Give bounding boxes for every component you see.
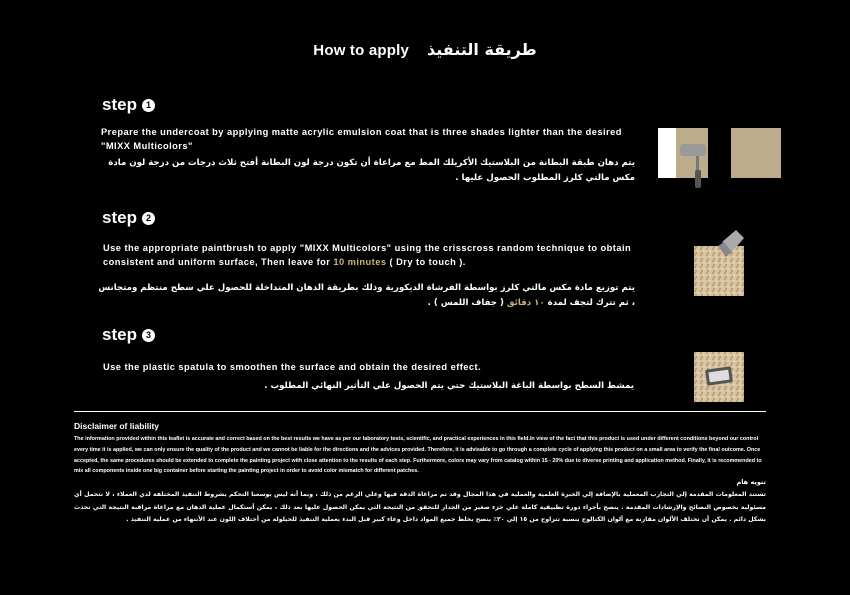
- roller-handle: [695, 170, 701, 188]
- disclaimer-ar-heading: تنويه هام: [736, 478, 766, 486]
- step-2-number: 2: [142, 212, 155, 225]
- title-en: How to apply: [313, 42, 410, 59]
- color-swatch: [731, 128, 781, 178]
- step-3-number: 3: [142, 329, 155, 342]
- step-1-heading: [102, 95, 155, 115]
- step-2-en-text: Use the appropriate paintbrush to apply "MIXX Multicolors" using the crisscross random technique to obtain consistent and uniform surface, Then leave for 10 minutes ( Dry to touch ).: [103, 243, 632, 267]
- disclaimer-en-text: The information provided within this leaflet is accurate and correct based on the best results we have as per our laboratory tests, scientific, and practical experiences in this field.In view of the fact that this product is used under different conditions beyond our control every time it is applied, we can only ensure the quality of the product and we cannot be liable for the directions and the advices provided. Therefore, it is advisable to go through a complete cycle of applying this product on a small area to verify the final outcome. Once accepted, the same procedures should be extended to complete the painting project with close attention to the results of each step. Furthermore, colors may vary from catalog within 15 - 20% due to diverse printing and application method. Finally, it is recommended to mix all components inside one big container before starting the painting project in order to avoid color mismatch for different patches.: [74, 436, 762, 475]
- roller-stem: [696, 156, 699, 170]
- disclaimer-ar-text: تستند المعلومات المقدمة إلي التجارب المعملية بالإضافة إلي الخبرة العلمية والعملية في هذا المجال وقد تم مراعاة الدقة فيها وعلي الرغم من ذلك ، وبما أنه ليس بوسعنا التحكم بشروط التنفيذ المختلفة لدي العملاء ، لا نتحمل أي مسئولية بخصوص النصائح والإرشادات المقدمة . ينصح بأجراء دورة تطبيقية كاملة علي جزء صغير من الجدار للتحقق من النتيجة التي يمكن الحصول عليها بعد ذلك ، يمكن أستكمال عملية الدهان مع مراعاة مراقبة النتيجة التي تحدث بشكل دائم . يمكن أن تختلف الألوان مقارنة مع ألوان الكتالوج بنسبة تتراوح من ١٥ إلي ٢٠٪ ينصح بخلط جميع المواد داخل وعاء كبير قبل البدء بعملية التنفيذ للحيلولة من أختلاف اللون عند الأنتهاء من عملية التنفيذ .: [74, 491, 766, 523]
- title-ar: طريقة التنفيذ: [427, 40, 537, 59]
- roller-head-icon: [680, 144, 706, 156]
- divider: [74, 411, 766, 412]
- step-2-ar-text: يتم توزيع مادة مكس مالتي كلرز بواسطة الفرشاة الديكورية وذلك بطريقة الدهان المتداخلة للحصول علي سطح منتظم ومتجانس ، ثم تترك لتجف لمدة ١٠ دقائق ( جفاف اللمس ) .: [98, 283, 635, 308]
- step-1-label: step: [102, 95, 137, 114]
- step-3-ar-text: يمشط السطح بواسطة الباغة البلاستيك حتي يتم الحصول علي التأثير النهائي المطلوب .: [264, 381, 634, 391]
- spatula-texture-illustration: [694, 352, 744, 402]
- step-3-heading: [102, 325, 155, 345]
- step-1-number: 1: [142, 99, 155, 112]
- step-2-heading: [102, 208, 155, 228]
- step-3-en-text: Use the plastic spatula to smoothen the surface and obtain the desired effect.: [103, 362, 482, 372]
- step-3-label: step: [102, 325, 137, 344]
- dry-time-highlight: 10 minutes: [333, 257, 387, 267]
- step-1-ar-text: يتم دهان طبقة البطانة من البلاستيك الأكريلك المط مع مراعاة أن تكون درجة لون البطانة أفتح ثلاث درجات من درجة لون مادة مكس مالتي كلرز المطلوب الحصول عليها .: [108, 158, 635, 183]
- disclaimer-heading: Disclaimer of liability: [74, 421, 160, 431]
- step-1-en-text: Prepare the undercoat by applying matte acrylic emulsion coat that is three shades lighter than the desired "MIXX Multicolors": [101, 127, 622, 151]
- page-title: [0, 40, 850, 59]
- paint-roller-illustration: [658, 128, 708, 190]
- step-2-label: step: [102, 208, 137, 227]
- multicolor-texture: [694, 246, 744, 296]
- brush-texture-illustration: [694, 230, 744, 296]
